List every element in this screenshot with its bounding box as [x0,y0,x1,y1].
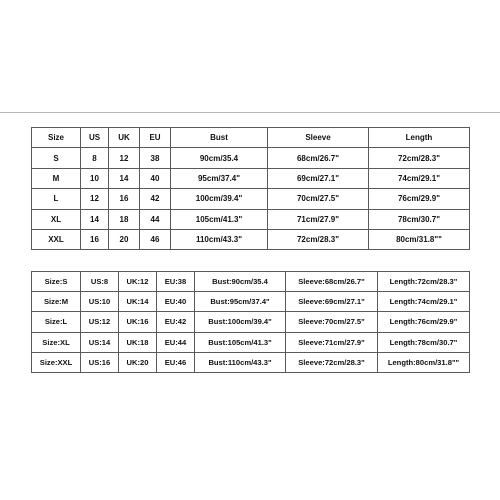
cell-size: Size:M [32,292,81,312]
cell-us: US:16 [81,352,119,372]
cell-length: 72cm/28.3" [369,148,470,168]
table-row [32,189,470,209]
cell-size: M [32,168,81,188]
cell-sleeve: 72cm/28.3" [268,229,369,249]
cell-uk: 12 [109,148,140,168]
table-row [32,312,470,332]
cell-bust: 90cm/35.4 [171,148,268,168]
table-row [32,168,470,188]
cell-uk: UK:14 [119,292,157,312]
cell-sleeve: Sleeve:71cm/27.9" [286,332,378,352]
cell-size: XXL [32,229,81,249]
cell-bust: Bust:105cm/41.3" [195,332,286,352]
cell-sleeve: Sleeve:70cm/27.5" [286,312,378,332]
cell-sleeve: 70cm/27.5" [268,189,369,209]
cell-length: Length:80cm/31.8"" [378,352,470,372]
header-sleeve: Sleeve [268,128,369,148]
cell-length: 76cm/29.9" [369,189,470,209]
cell-sleeve: Sleeve:72cm/28.3" [286,352,378,372]
cell-us: US:10 [81,292,119,312]
cell-us: 12 [81,189,109,209]
cell-us: US:12 [81,312,119,332]
cell-bust: 100cm/39.4" [171,189,268,209]
cell-eu: EU:40 [157,292,195,312]
cell-us: 14 [81,209,109,229]
cell-sleeve: Sleeve:69cm/27.1" [286,292,378,312]
cell-uk: UK:18 [119,332,157,352]
cell-eu: 38 [140,148,171,168]
cell-size: XL [32,209,81,229]
cell-bust: Bust:90cm/35.4 [195,272,286,292]
cell-bust: Bust:110cm/43.3" [195,352,286,372]
cell-bust: 110cm/43.3" [171,229,268,249]
cell-eu: EU:38 [157,272,195,292]
header-size: Size [32,128,81,148]
cell-us: US:8 [81,272,119,292]
size-chart-labeled-table [31,271,470,373]
header-length: Length [369,128,470,148]
cell-length: Length:78cm/30.7" [378,332,470,352]
cell-eu: 42 [140,189,171,209]
cell-uk: 14 [109,168,140,188]
cell-size: L [32,189,81,209]
cell-us: 10 [81,168,109,188]
table-row [32,229,470,249]
cell-size: Size:XL [32,332,81,352]
cell-size: S [32,148,81,168]
header-uk: UK [109,128,140,148]
header-us: US [81,128,109,148]
table-row [32,148,470,168]
cell-us: US:14 [81,332,119,352]
cell-us: 8 [81,148,109,168]
cell-uk: 16 [109,189,140,209]
cell-size: Size:S [32,272,81,292]
cell-sleeve: 68cm/26.7" [268,148,369,168]
cell-uk: UK:12 [119,272,157,292]
cell-eu: 44 [140,209,171,229]
cell-eu: EU:42 [157,312,195,332]
table-header-row [32,128,470,148]
cell-length: Length:74cm/29.1" [378,292,470,312]
header-eu: EU [140,128,171,148]
size-chart-table [31,127,470,250]
cell-length: Length:76cm/29.9" [378,312,470,332]
table-row [32,292,470,312]
cell-uk: 20 [109,229,140,249]
cell-length: Length:72cm/28.3" [378,272,470,292]
top-divider [0,112,500,113]
table-row [32,332,470,352]
cell-uk: 18 [109,209,140,229]
cell-eu: 46 [140,229,171,249]
cell-length: 80cm/31.8"" [369,229,470,249]
cell-bust: Bust:95cm/37.4" [195,292,286,312]
cell-length: 74cm/29.1" [369,168,470,188]
cell-sleeve: 71cm/27.9" [268,209,369,229]
cell-uk: UK:20 [119,352,157,372]
cell-eu: EU:46 [157,352,195,372]
cell-bust: 105cm/41.3" [171,209,268,229]
table-row [32,352,470,372]
table-row [32,272,470,292]
cell-length: 78cm/30.7" [369,209,470,229]
cell-bust: Bust:100cm/39.4" [195,312,286,332]
cell-sleeve: 69cm/27.1" [268,168,369,188]
cell-size: Size:XXL [32,352,81,372]
cell-eu: 40 [140,168,171,188]
cell-uk: UK:16 [119,312,157,332]
cell-eu: EU:44 [157,332,195,352]
cell-us: 16 [81,229,109,249]
cell-bust: 95cm/37.4" [171,168,268,188]
table-row [32,209,470,229]
cell-size: Size:L [32,312,81,332]
header-bust: Bust [171,128,268,148]
cell-sleeve: Sleeve:68cm/26.7" [286,272,378,292]
